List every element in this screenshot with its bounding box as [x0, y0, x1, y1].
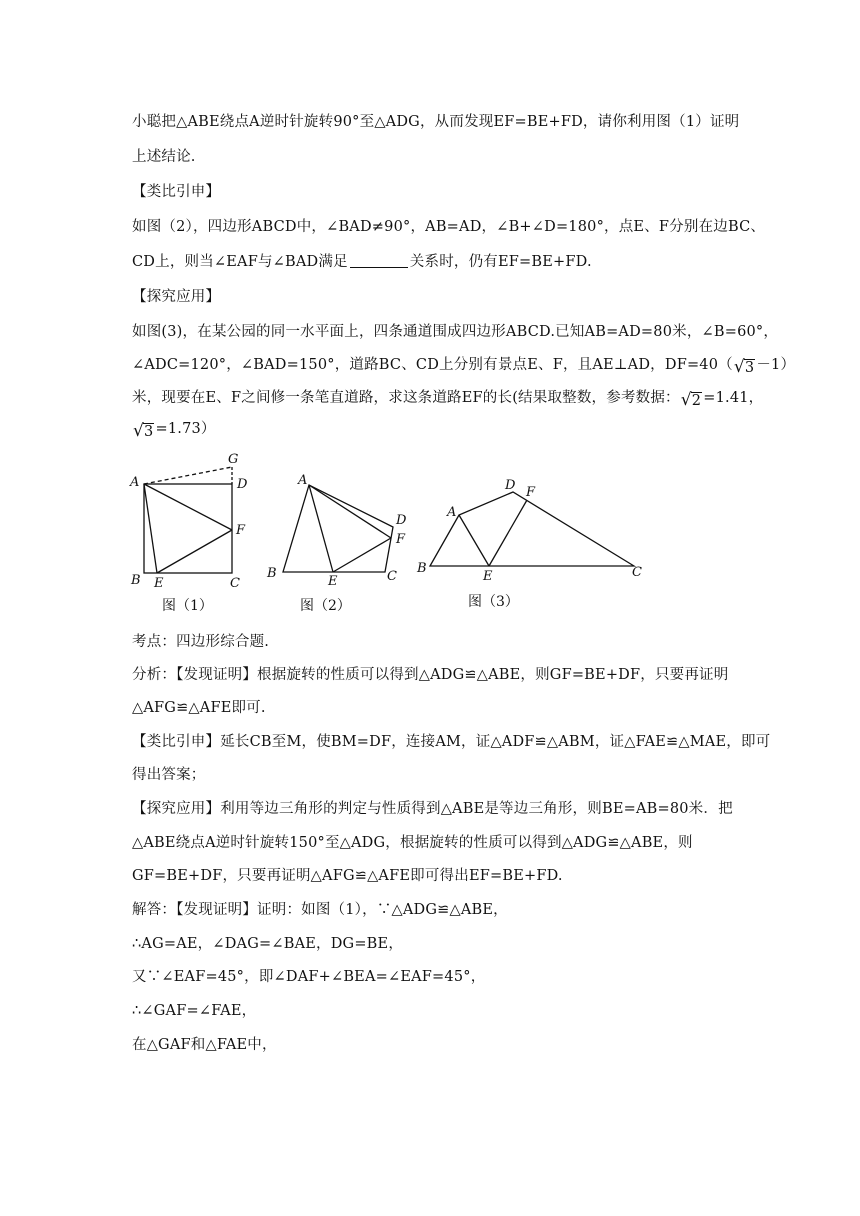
label-f: F [396, 532, 406, 547]
text-segment: =1.73） [155, 421, 216, 437]
label-a: A [298, 473, 308, 488]
text-line: △AFG≌△AFE即可. [132, 700, 266, 716]
segment-ef [489, 500, 527, 566]
label-d: D [396, 513, 407, 528]
label-c: C [230, 576, 240, 591]
radicand: 3 [744, 360, 755, 376]
label-f: F [526, 485, 536, 500]
label-b: B [267, 566, 277, 581]
label-b: B [417, 561, 427, 576]
figure-caption: 图（1） [162, 598, 213, 614]
radical-sign: √ [133, 421, 145, 441]
segment-ae [459, 515, 489, 566]
label-c: C [387, 569, 397, 584]
sqrt-expression [681, 391, 702, 409]
text-segment: ∠ADC=120°，∠BAD=150°，道路BC、CD上分别有景点E、F，且AE⊥AD，DF=40（ [132, 357, 733, 373]
label-g: G [228, 452, 239, 467]
answer-blank [350, 253, 408, 268]
segment-ae [144, 484, 157, 573]
text-line: 【类比引申】延长CB至M，使BM=DF，连接AM，证△ADF≌△ABM，证△FAE≌△MAE，即可 [132, 734, 771, 750]
text-line-with-root [132, 355, 796, 377]
section-heading: 【类比引申】 [132, 184, 221, 200]
segment-af [144, 484, 232, 530]
text-line: 在△GAF和△FAE中， [132, 1037, 277, 1053]
text-line: ∴AG=AE，∠DAG=∠BAE，DG=BE， [132, 936, 404, 952]
quadrilateral-abcd [430, 492, 634, 566]
text-line-with-blank [132, 252, 732, 272]
text-segment: －1） [756, 357, 796, 373]
text-line: 如图（2），四边形ABCD中，∠BAD≠90°，AB=AD，∠B+∠D=180°，点E、F分别在边BC、 [132, 219, 766, 235]
text-segment: 关系时，仍有EF=BE+FD. [409, 254, 592, 270]
text-line: △ABE绕点A逆时针旋转150°至△ADG，根据旋转的性质可以得到△ADG≌△ABE，则 [132, 835, 693, 851]
sqrt-expression [133, 422, 154, 440]
segment-ef [157, 530, 232, 573]
text-segment: =1.41， [703, 390, 764, 406]
text-line: 上述结论. [132, 149, 196, 165]
segment-ef [333, 538, 391, 572]
label-f: F [236, 523, 246, 538]
label-e: E [154, 576, 164, 591]
text-line-with-root [132, 388, 764, 410]
text-segment: CD上，则当∠EAF与∠BAD满足 [132, 254, 348, 270]
text-line: 解答：【发现证明】证明：如图（1），∵△ADG≌△ABE， [132, 902, 508, 918]
text-line: 如图(3)，在某公园的同一水平面上，四条通道围成四边形ABCD.已知AB=AD=80米，∠B=60°， [132, 324, 779, 340]
text-line: 又∵∠EAF=45°，即∠DAF+∠BEA=∠EAF=45°， [132, 969, 486, 985]
text-segment: 米，现要在E、F之间修一条笔直道路，求这条道路EF的长(结果取整数，参考数据： [132, 390, 680, 406]
radical-sign: √ [733, 357, 745, 377]
square-abcd [144, 484, 232, 573]
segment-ag-dashed [144, 467, 232, 484]
text-line-with-root [132, 419, 732, 440]
text-line: 小聪把△ABE绕点A逆时针旋转90°至△ADG，从而发现EF=BE+FD，请你利用图（1）证明 [132, 114, 740, 130]
figure-3 [410, 470, 650, 615]
text-line: 得出答案； [132, 767, 206, 783]
radical-sign: √ [680, 390, 692, 410]
text-line: 分析：【发现证明】根据旋转的性质可以得到△ADG≌△ABE，则GF=BE+DF，只要再证明 [132, 667, 729, 683]
text-line: ∴∠GAF=∠FAE， [132, 1003, 257, 1019]
section-heading: 【探究应用】 [132, 289, 221, 305]
text-line: 【探究应用】利用等边三角形的判定与性质得到△ABE是等边三角形，则BE=AB=80米．把 [132, 801, 733, 817]
label-c: C [632, 565, 642, 580]
label-d: D [237, 477, 248, 492]
sqrt-expression [734, 358, 755, 376]
radicand: 3 [144, 424, 154, 440]
text-line: 考点：四边形综合题. [132, 634, 270, 650]
figure-1 [120, 445, 260, 615]
label-a: A [130, 475, 140, 490]
figure-caption: 图（2） [300, 598, 351, 614]
label-d: D [505, 478, 516, 493]
radicand: 2 [691, 393, 702, 409]
figure-caption: 图（3） [468, 594, 519, 610]
label-a: A [447, 505, 457, 520]
figure-2 [260, 465, 420, 615]
label-e: E [328, 574, 338, 589]
label-b: B [131, 573, 141, 588]
label-e: E [483, 569, 493, 584]
text-line: GF=BE+DF，只要再证明△AFG≌△AFE即可得出EF=BE+FD. [132, 868, 563, 884]
